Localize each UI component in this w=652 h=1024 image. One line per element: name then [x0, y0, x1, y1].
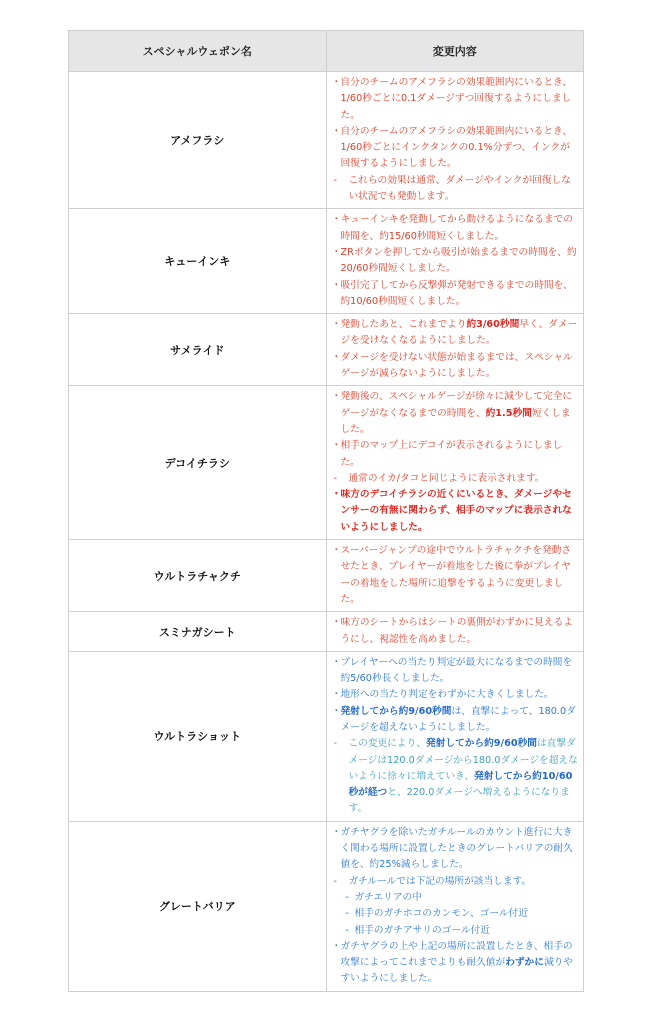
location-item — [332, 906, 580, 922]
emphasis-text: 発射してから約10/60秒が経つ — [348, 770, 573, 799]
bullet-marker: ・ — [331, 826, 342, 838]
table-row — [69, 540, 584, 612]
bullet-marker: ・ — [331, 77, 342, 88]
bullet-marker: ・ — [331, 689, 342, 701]
change-item — [332, 389, 580, 438]
change-subitem — [332, 874, 580, 890]
bullet-marker: ・ — [331, 391, 342, 403]
change-details — [326, 540, 584, 612]
change-text: 相手のマップ上にデコイが表示されるようにしました。 — [340, 440, 563, 468]
bullet-marker: ・ — [331, 545, 342, 557]
table-row — [69, 72, 584, 209]
change-item — [332, 655, 580, 688]
bullet-marker: ・ — [331, 940, 342, 952]
change-text: は、直撃によって、180.0ダメージを超えないようにしました。 — [340, 705, 576, 733]
change-item — [332, 245, 580, 278]
bullet-marker: ・ — [331, 656, 342, 668]
change-text: ガチルールでは下記の場所が該当します。 — [348, 875, 532, 887]
change-text: キューインキを発動してから動けるようになるまでの時間を、約15/60秒間短くしました。 — [340, 214, 573, 242]
change-text: ZRボタンを押してから吸引が始まるまでの時間を、約20/60秒間短くしました。 — [340, 246, 577, 275]
table-row — [69, 386, 584, 540]
change-details — [326, 651, 584, 821]
dash-marker: - — [345, 891, 349, 903]
weapon-name: キューインキ — [69, 209, 327, 314]
dash-marker: - — [345, 924, 349, 936]
change-text: ダメージを受けない状態が始まるまでは、スペシャルゲージが減らないようにしました。 — [340, 351, 573, 380]
change-details — [326, 386, 584, 540]
change-subitem — [332, 736, 580, 817]
change-text: 自分のチームのアメフラシの効果範囲内にいるとき、1/60秒ごとにインクタンクの0.1%分ずつ、インクが回復するようにしました。 — [340, 125, 573, 170]
change-text: 相手のガチホコのカンモン、ゴール付近 — [354, 908, 528, 920]
change-text: 自分のチームのアメフラシの効果範囲内にいるとき、1/60秒ごとに0.1ダメージずつ回復するようにしました。 — [340, 77, 573, 121]
change-text: 短くしました。 — [340, 407, 571, 435]
dash-marker: - — [333, 875, 337, 887]
location-item — [332, 923, 580, 939]
emphasis-text: 約1.5秒間 — [485, 407, 532, 419]
change-text: 吸引完了してから反撃弾が発射できるまでの時間を、約10/60秒間短くしました。 — [340, 279, 573, 307]
weapon-name: ウルトラチャクチ — [69, 540, 327, 612]
change-text: 発動したあと、これまでより — [340, 319, 467, 331]
change-item — [332, 438, 580, 471]
change-details — [326, 209, 584, 314]
change-item — [332, 704, 580, 737]
change-item — [332, 75, 580, 124]
change-text: 早く、ダメージを受けなくなるようにしました。 — [340, 319, 578, 347]
change-item — [332, 687, 580, 703]
change-item-emphasized — [332, 487, 580, 536]
bullet-marker: ・ — [331, 489, 342, 501]
change-subitem — [332, 471, 580, 487]
change-details — [326, 72, 584, 209]
bullet-marker: ・ — [331, 705, 342, 717]
weapon-name: デコイチラシ — [69, 386, 327, 540]
emphasis-text: 約3/60秒間 — [466, 319, 520, 331]
change-item — [332, 124, 580, 173]
bullet-marker: ・ — [331, 617, 342, 629]
table-row — [69, 821, 584, 991]
emphasis-text: わずかに — [505, 957, 544, 969]
bullet-marker: ・ — [331, 351, 342, 363]
bullet-marker: ・ — [331, 440, 342, 452]
changes-table — [68, 30, 584, 992]
change-details — [326, 821, 584, 991]
change-text: プレイヤーへの当たり判定が最大になるまでの時間を約5/60秒長くしました。 — [340, 656, 573, 685]
change-text: 通常のイカ/タコと同じように表示されます。 — [348, 472, 545, 484]
emphasis-text: 発射してから約9/60秒間 — [426, 738, 537, 750]
weapon-name-header: スペシャルウェポン名 — [69, 31, 327, 72]
change-text: 地形への当たり判定をわずかに大きくしました。 — [340, 689, 554, 701]
change-text: 減りやすいようにしました。 — [340, 957, 573, 985]
dash-marker: - — [333, 472, 337, 484]
bullet-marker: ・ — [331, 319, 342, 331]
change-details — [326, 314, 584, 386]
change-text: ガチエリアの中 — [354, 891, 422, 903]
bullet-marker: ・ — [331, 214, 342, 226]
change-text: 味方のシートからはシートの裏側がわずかに見えるようにし、視認性を高めました。 — [340, 617, 573, 645]
dash-marker: - — [345, 908, 349, 920]
weapon-name: アメフラシ — [69, 72, 327, 209]
weapon-name: ウルトラショット — [69, 651, 327, 821]
table-row — [69, 209, 584, 314]
change-item — [332, 615, 580, 648]
change-item — [332, 939, 580, 988]
change-text: ガチヤグラの上や上記の場所に設置したとき、相手の攻撃によってこれまでよりも耐久値が — [340, 940, 573, 969]
bullet-marker: ・ — [331, 246, 342, 258]
change-text: スーパージャンプの途中でウルトラチャクチを発動させたとき、プレイヤーが着地をした後に拳がプレイヤーの着地をした場所に追撃をするように変更しました。 — [340, 545, 572, 605]
table-row — [69, 314, 584, 386]
change-item — [332, 212, 580, 245]
change-text: ガチヤグラを除いたガチルールのカウント進行に大きく関わる場所に設置したときのグレートバリアの耐久値を、約25%減らしました。 — [340, 826, 573, 871]
change-text: 相手のガチアサリのゴール付近 — [354, 924, 490, 936]
table-row — [69, 612, 584, 652]
change-text: 発動後の、スペシャルゲージが徐々に減少して完全にゲージがなくなるまでの時間を、 — [340, 391, 573, 419]
change-details — [326, 612, 584, 652]
change-text: これらの効果は通常、ダメージやインクが回復しない状況でも発動します。 — [348, 174, 571, 203]
dash-marker: - — [333, 174, 337, 186]
location-item — [332, 890, 580, 906]
change-item — [332, 317, 580, 350]
emphasis-text: 発射してから約9/60秒間 — [340, 705, 452, 717]
table-row — [69, 651, 584, 821]
change-text: は直撃ダメージは120.0ダメージから180.0ダメージを超えないように徐々に増えていき、 — [348, 738, 578, 782]
bullet-marker: ・ — [331, 279, 342, 291]
weapon-name: グレートバリア — [69, 821, 327, 991]
change-subitem — [332, 173, 580, 206]
change-text: と、220.0ダメージへ増えるようになります。 — [348, 787, 570, 815]
header-row — [69, 31, 584, 72]
change-item — [332, 278, 580, 311]
change-item — [332, 825, 580, 874]
dash-marker: - — [333, 738, 337, 750]
change-item — [332, 350, 580, 383]
weapon-name: サメライド — [69, 314, 327, 386]
changes-header: 変更内容 — [326, 31, 584, 72]
weapon-name: スミナガシート — [69, 612, 327, 652]
bullet-marker: ・ — [331, 125, 342, 137]
change-item — [332, 543, 580, 608]
change-text: 味方のデコイチラシの近くにいるとき、ダメージやセンサーの有無に関わらず、相手のマップに表示されないようにしました。 — [340, 489, 572, 533]
change-text: この変更により、 — [348, 738, 426, 750]
